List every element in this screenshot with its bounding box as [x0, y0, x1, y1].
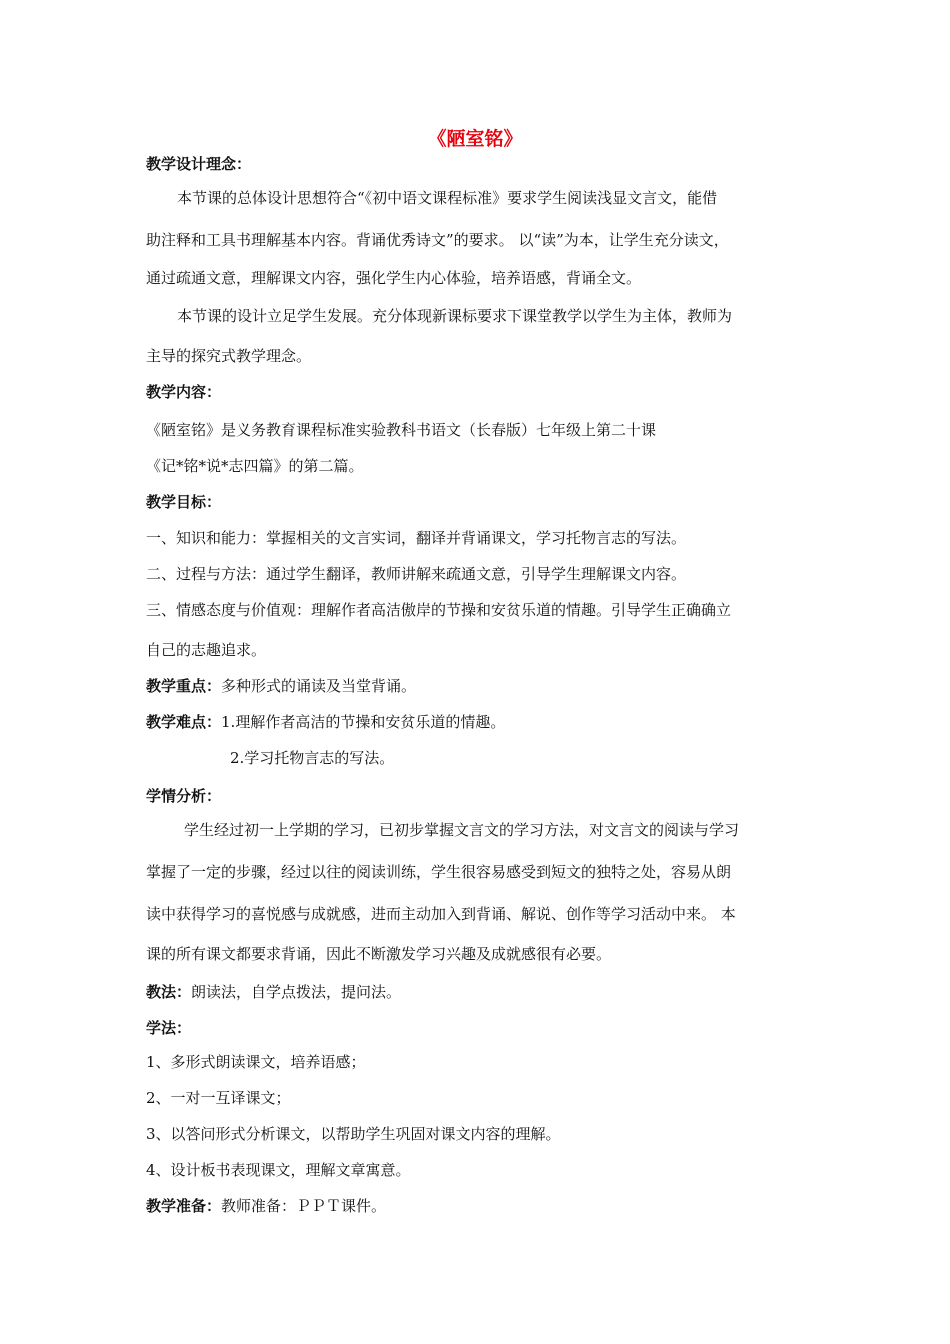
teaching-method-text: 朗读法，自学点拨法，提问法。	[191, 983, 402, 1001]
difficulty-heading: 教学难点：	[146, 713, 222, 731]
analysis-line: 课的所有课文都要求背诵，因此不断激发学习兴趣及成就感很有必要。	[146, 945, 612, 963]
learning-method-item: 1、多形式朗读课文，培养语感；	[146, 1053, 366, 1071]
goal-line: 一、知识和能力：掌握相关的文言实词，翻译并背诵课文，学习托物言志的写法。	[146, 529, 687, 547]
paragraph-line: 主导的探究式教学理念。	[146, 347, 312, 365]
teaching-method-row	[146, 982, 401, 1002]
difficulty-row	[146, 712, 505, 732]
paragraph-line: 本节课的总体设计思想符合“《初中语文课程标准》要求学生阅读浅显文言文，能借	[177, 189, 718, 207]
preparation-heading: 教学准备：	[146, 1197, 222, 1215]
analysis-line: 掌握了一定的步骤，经过以往的阅读训练，学生很容易感受到短文的独特之处，容易从朗	[146, 863, 732, 881]
paragraph-line: 通过疏通文意，理解课文内容，强化学生内心体验，培养语感，背诵全文。	[146, 269, 642, 287]
key-point-row	[146, 676, 416, 696]
analysis-heading: 学情分析：	[146, 787, 222, 805]
learning-method-heading: 学法：	[146, 1019, 192, 1037]
analysis-line: 学生经过初一上学期的学习，已初步掌握文言文的学习方法，对文言文的阅读与学习	[184, 821, 740, 839]
preparation-text: 教师准备：ＰＰＴ课件。	[221, 1197, 387, 1215]
content-heading: 教学内容：	[146, 383, 222, 401]
design-concept-heading: 教学设计理念：	[146, 155, 252, 173]
teaching-method-heading: 教法：	[146, 983, 192, 1001]
difficulty-item: 1.理解作者高洁的节操和安贫乐道的情趣。	[221, 713, 506, 731]
goal-line: 自己的志趣追求。	[146, 641, 267, 659]
goals-heading: 教学目标：	[146, 493, 222, 511]
paragraph-line: 本节课的设计立足学生发展。充分体现新课标要求下课堂教学以学生为主体，教师为	[177, 307, 733, 325]
learning-method-item: 2、一对一互译课文；	[146, 1089, 291, 1107]
learning-method-item: 4、设计板书表现课文，理解文章寓意。	[146, 1161, 411, 1179]
document-title: 《陋室铭》	[427, 128, 523, 150]
learning-method-item: 3、以答问形式分析课文，以帮助学生巩固对课文内容的理解。	[146, 1125, 561, 1143]
preparation-row	[146, 1196, 386, 1216]
content-line: 《记*铭*说*志四篇》的第二篇。	[146, 457, 364, 475]
goal-line: 三、情感态度与价值观：理解作者高洁傲岸的节操和安贫乐道的情趣。引导学生正确确立	[146, 601, 732, 619]
paragraph-line: 助注释和工具书理解基本内容。背诵优秀诗文”的要求。 以“读”为本，让学生充分读文，	[146, 231, 729, 249]
difficulty-item: 2.学习托物言志的写法。	[230, 749, 395, 767]
content-line: 《陋室铭》是义务教育课程标准实验教科书语文（长春版）七年级上第二十课	[146, 421, 657, 439]
goal-line: 二、过程与方法：通过学生翻译，教师讲解来疏通文意，引导学生理解课文内容。	[146, 565, 687, 583]
key-point-heading: 教学重点：	[146, 677, 222, 695]
analysis-line: 读中获得学习的喜悦感与成就感，进而主动加入到背诵、解说、创作等学习活动中来。 本	[146, 905, 736, 923]
key-point-text: 多种形式的诵读及当堂背诵。	[221, 677, 417, 695]
